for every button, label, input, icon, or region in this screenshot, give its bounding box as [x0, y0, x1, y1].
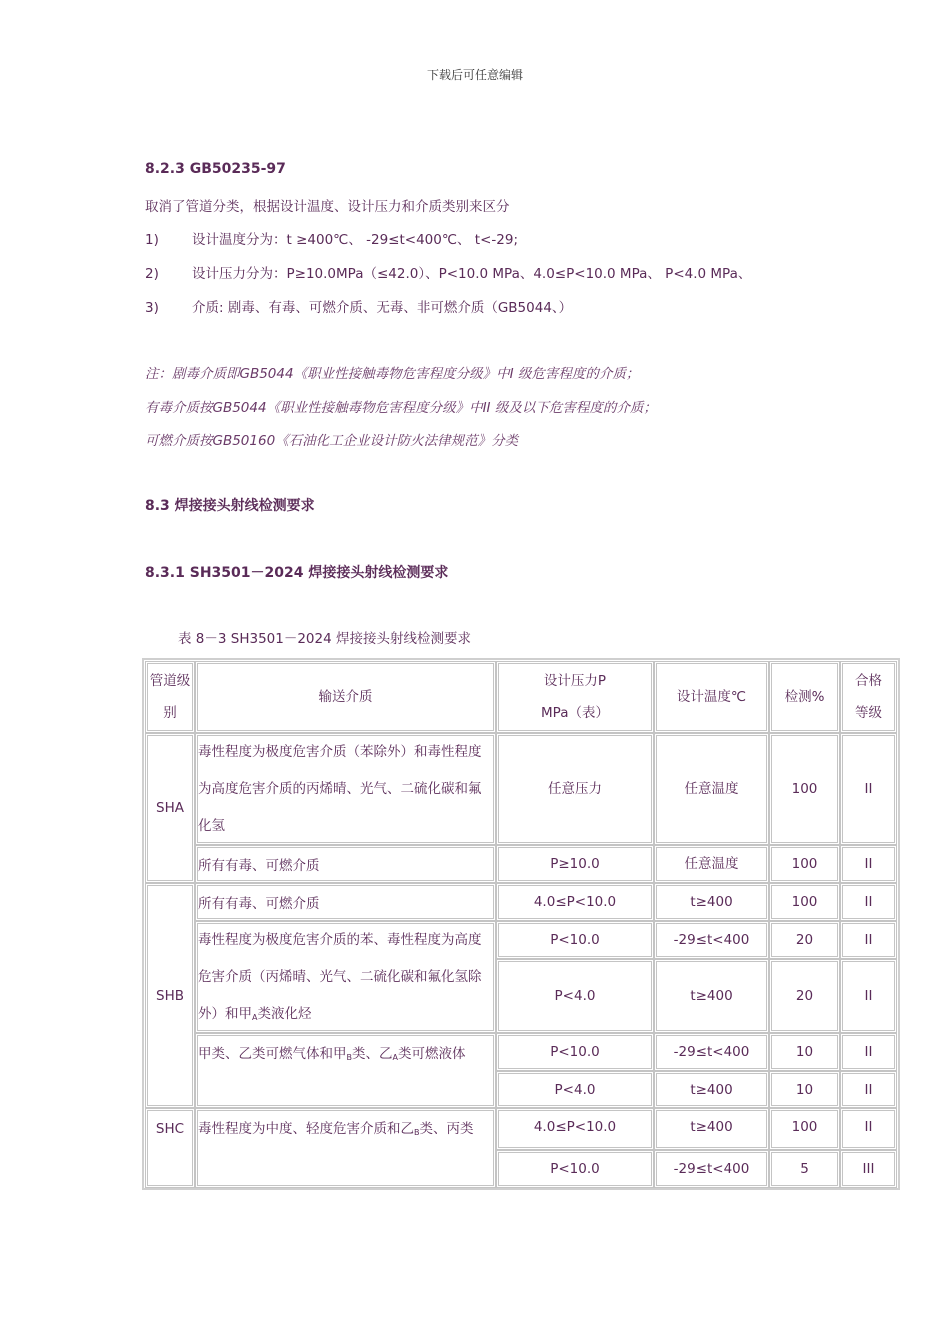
percent-cell [769, 1071, 840, 1108]
percent-value: 10 [795, 1044, 814, 1060]
section-heading-8-2-3: 8.2.3 GB50235-97 [145, 161, 286, 177]
pressure-value: 4.0≤P<10.0 [533, 1119, 617, 1135]
medium-text-part: 甲类、乙类可燃气体和甲 [198, 1046, 347, 1062]
percent-value: 20 [795, 988, 814, 1004]
percent-value: 100 [791, 856, 818, 872]
pressure-cell [496, 733, 654, 845]
percent-cell [769, 733, 840, 845]
percent-value: 100 [791, 1119, 818, 1135]
temp-value: t≥400 [690, 1119, 733, 1135]
percent-value: 10 [795, 1082, 814, 1098]
level-cell [840, 1108, 897, 1150]
grade-text: SHB [156, 987, 184, 1004]
level-value: II [864, 781, 873, 797]
level-cell [840, 845, 897, 883]
pressure-value: 任意压力 [548, 781, 602, 797]
list-number: 1) [145, 232, 159, 248]
level-value: II [864, 856, 873, 872]
medium-cell [195, 845, 496, 883]
medium-text-part: 毒性程度为中度、轻度危害介质和乙 [198, 1121, 414, 1137]
temp-cell [654, 1033, 769, 1071]
list-item [145, 262, 751, 282]
grade-cell [145, 1108, 195, 1188]
pressure-value: P<10.0 [550, 932, 600, 948]
temp-value: t≥400 [690, 1082, 733, 1098]
level-value: III [862, 1161, 875, 1177]
pressure-value: P<4.0 [554, 988, 596, 1004]
percent-value: 20 [795, 932, 814, 948]
header-level-text: 合格等级 [855, 673, 882, 721]
percent-value: 100 [791, 894, 818, 910]
medium-cell [195, 921, 496, 1033]
header-percent [769, 661, 840, 733]
header-percent-text: 检测% [784, 689, 825, 705]
header-temp [654, 661, 769, 733]
percent-cell [769, 959, 840, 1033]
medium-text: 所有有毒、可燃介质 [198, 858, 320, 874]
medium-text-part: 毒性程度为极度危害介质的苯、毒性程度为高度危害介质（丙烯晴、光气、二硫化碳和氟化氢除外）和甲 [198, 932, 482, 1022]
level-value: II [864, 894, 873, 910]
medium-cell [195, 733, 496, 845]
percent-cell [769, 1150, 840, 1188]
temp-value: t≥400 [690, 894, 733, 910]
medium-text-part: 类可燃液体 [397, 1046, 466, 1062]
header-pressure-text: 设计压力P MPa（表） [541, 673, 609, 721]
temp-value: 任意温度 [684, 781, 739, 797]
subscript: A [252, 1013, 258, 1022]
header-medium [195, 661, 496, 733]
level-value: II [864, 1044, 873, 1060]
subscript: A [392, 1053, 398, 1062]
level-value: II [864, 1082, 873, 1098]
percent-cell [769, 883, 840, 921]
level-cell [840, 1033, 897, 1071]
header-grade [145, 661, 195, 733]
pressure-value: P<4.0 [554, 1082, 596, 1098]
grade-text: SHC [155, 1121, 185, 1137]
level-cell [840, 921, 897, 959]
medium-text-part: 类、丙类 [419, 1121, 474, 1137]
subscript: B [346, 1053, 352, 1062]
percent-value: 100 [791, 781, 818, 797]
temp-cell [654, 845, 769, 883]
temp-cell [654, 1150, 769, 1188]
medium-text-part: 类液化烃 [257, 1006, 312, 1022]
medium-text [198, 1042, 465, 1070]
level-cell [840, 1071, 897, 1108]
grade-cell [145, 883, 195, 1108]
temp-cell [654, 733, 769, 845]
section-heading-8-3-1: 8.3.1 SH3501－2024 焊接接头射线检测要求 [145, 565, 449, 581]
temp-value: 任意温度 [684, 856, 739, 872]
temp-value: -29≤t<400 [673, 1161, 750, 1177]
list-number: 2) [145, 266, 159, 282]
medium-text-part: 类、乙 [352, 1046, 393, 1062]
pressure-value: P≥10.0 [550, 856, 600, 872]
temp-cell [654, 921, 769, 959]
grade-text: SHA [156, 800, 184, 816]
header-temp-text: 设计温度℃ [676, 689, 747, 705]
percent-value: 5 [800, 1161, 809, 1177]
header-level [840, 661, 897, 733]
pressure-value: 4.0≤P<10.0 [533, 894, 617, 910]
header-medium-text: 输送介质 [318, 689, 373, 705]
level-value: II [864, 988, 873, 1004]
page-header: 下载后可任意编辑 [426, 68, 523, 82]
temp-cell [654, 1071, 769, 1108]
medium-text [198, 922, 493, 1036]
pressure-cell [496, 921, 654, 959]
note-line: 有毒介质按GB5044《职业性接触毒物危害程度分级》中II 级及以下危害程度的介质； [145, 400, 657, 416]
header-pressure [496, 661, 654, 733]
level-value: II [864, 932, 873, 948]
pressure-value: P<10.0 [550, 1161, 600, 1177]
medium-text: 所有有毒、可燃介质 [198, 896, 320, 912]
grade-cell [145, 733, 195, 883]
pressure-cell [496, 1150, 654, 1188]
temp-cell [654, 883, 769, 921]
percent-cell [769, 1108, 840, 1150]
level-cell [840, 883, 897, 921]
pressure-cell [496, 1071, 654, 1108]
percent-cell [769, 845, 840, 883]
list-number: 3) [145, 300, 159, 316]
medium-text: 毒性程度为极度危害介质（苯除外）和毒性程度为高度危害介质的丙烯晴、光气、二硫化碳和氟化氢 [198, 744, 482, 834]
percent-cell [769, 921, 840, 959]
pressure-cell [496, 883, 654, 921]
medium-cell [195, 1033, 496, 1108]
temp-value: t≥400 [690, 988, 733, 1004]
percent-cell [769, 1033, 840, 1071]
section-intro: 取消了管道分类，根据设计温度、设计压力和介质类别来区分 [145, 199, 510, 215]
pressure-cell [496, 1033, 654, 1071]
medium-cell [195, 883, 496, 921]
level-cell [840, 1150, 897, 1188]
temp-cell [654, 1108, 769, 1150]
temp-cell [654, 959, 769, 1033]
level-cell [840, 959, 897, 1033]
level-cell [840, 733, 897, 845]
list-text: 设计压力分为：P≥10.0MPa（≤42.0）、P<10.0 MPa、4.0≤P<10.0 MPa、 P<4.0 MPa、 [192, 266, 752, 282]
section-heading-8-3: 8.3 焊接接头射线检测要求 [145, 498, 315, 514]
pressure-cell [496, 845, 654, 883]
level-value: II [864, 1119, 873, 1135]
pressure-cell [496, 959, 654, 1033]
medium-text [198, 1117, 493, 1145]
temp-value: -29≤t<400 [673, 932, 750, 948]
subscript: B [414, 1128, 420, 1137]
header-grade-text: 管道级别 [149, 673, 191, 721]
pressure-value: P<10.0 [550, 1044, 600, 1060]
temp-value: -29≤t<400 [673, 1044, 750, 1060]
medium-cell [195, 1108, 496, 1188]
note-line: 注：剧毒介质即GB5044《职业性接触毒物危害程度分级》中I 级危害程度的介质； [145, 366, 640, 382]
list-item [145, 296, 572, 316]
list-text: 设计温度分为：t ≥400℃、 -29≤t<400℃、 t<-29; [192, 232, 519, 248]
pressure-cell [496, 1108, 654, 1150]
list-text: 介质: 剧毒、有毒、可燃介质、无毒、非可燃介质（GB5044、） [192, 300, 573, 316]
list-item [145, 228, 518, 248]
table-caption: 表 8－3 SH3501－2024 焊接接头射线检测要求 [178, 631, 471, 647]
note-line: 可燃介质按GB50160《石油化工企业设计防火法律规范》分类 [145, 433, 519, 449]
